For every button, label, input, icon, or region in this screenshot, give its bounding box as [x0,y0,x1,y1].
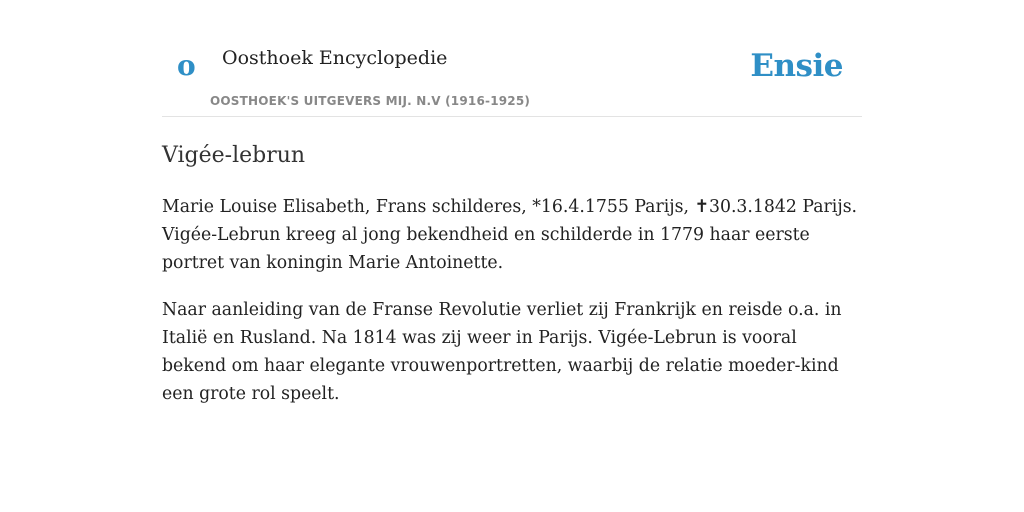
article-paragraph: Naar aanleiding van de Franse Revolutie verliet zij Frankrijk en reisde o.a. in Italië en Rusland. Na 1814 was zij weer in Parijs. Vigée-Lebrun is vooral bekend om haar elegante vrouwenportretten, waarbij de relatie moeder-kind een grote rol speelt. [162,300,842,404]
page-container [162,0,862,408]
encyclopedia-logo[interactable]: o [177,49,196,82]
article-paragraph: Marie Louise Elisabeth, Frans schilderes, *16.4.1755 Parijs, ✝30.3.1842 Parijs. Vigée-Lebrun kreeg al jong bekendheid en schilderde in 1779 haar eerste portret van koningin Marie Antoinette. [162,197,858,273]
article-title: Vigée-lebrun [162,143,306,168]
encyclopedia-header [162,0,862,117]
ensie-brand-logo[interactable]: Ensie [750,48,843,84]
publisher-subtitle: OOSTHOEK'S UITGEVERS MIJ. N.V (1916-1925) [210,94,531,108]
encyclopedia-title-link[interactable]: Oosthoek Encyclopedie [222,47,448,69]
